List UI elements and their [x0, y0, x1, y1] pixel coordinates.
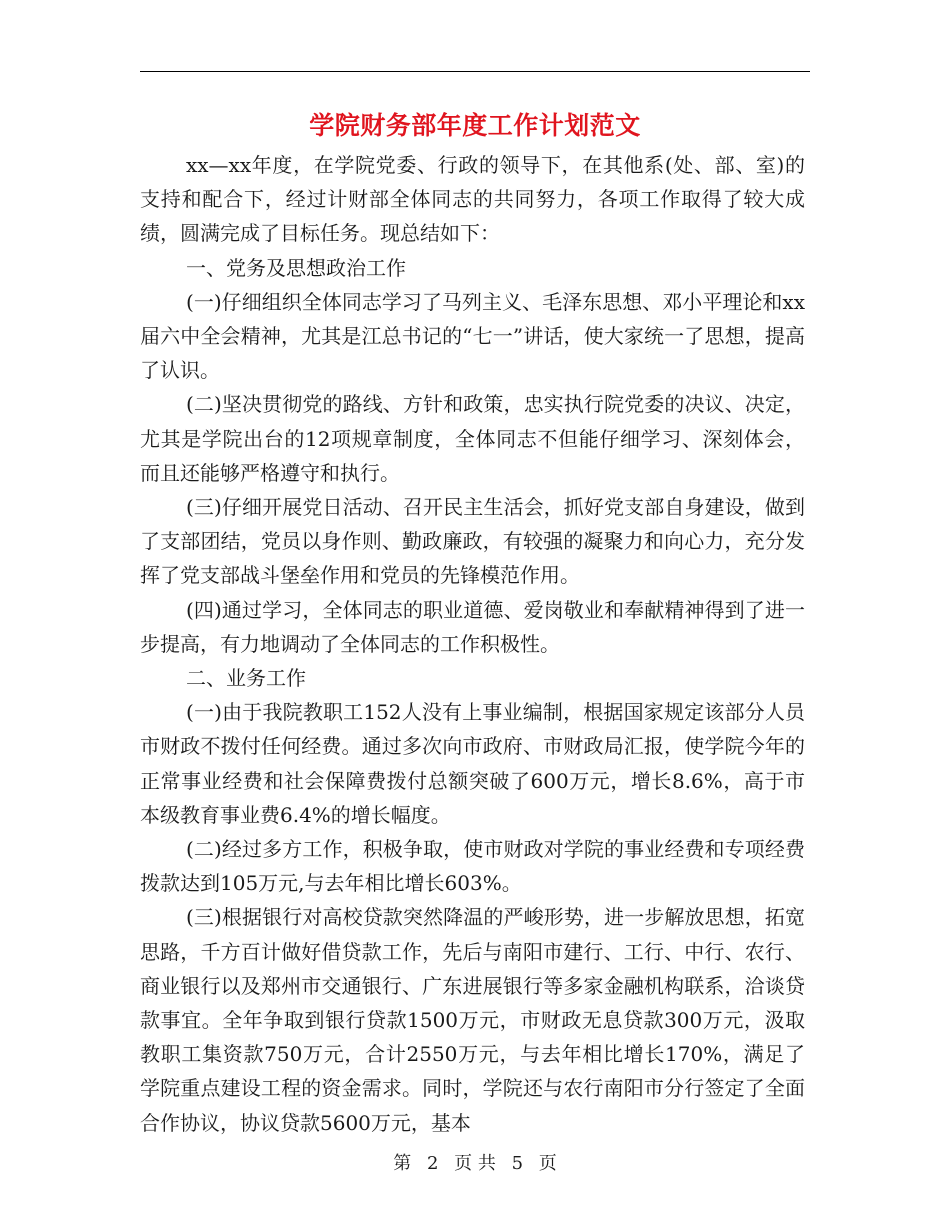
total-pages-number: 5	[511, 1153, 524, 1174]
footer-middle: 页 共	[454, 1153, 496, 1174]
paragraph-party-4: (四)通过学习，全体同志的职业道德、爱岗敬业和奉献精神得到了进一步提高，有力地调动了全体同志的工作积极性。	[140, 597, 805, 656]
document-body	[140, 148, 805, 1140]
paragraph-business-3: (三)根据银行对高校贷款突然降温的严峻形势，进一步解放思想，拓宽思路，千方百计做好借贷款工作，先后与南阳市建行、工行、中行、农行、商业银行以及郑州市交通银行、广东进展银行等多家金融机构联系，洽谈贷款事宜。全年争取到银行贷款1500万元，市财政无息贷款300万元，汲取教职工集资款750万元，合计2550万元，与去年相比增长170%，满足了学院重点建设工程的资金需求。同时，学院还与农行南阳市分行签定了全面合作协议，协议贷款5600万元，基本	[140, 905, 805, 1135]
paragraph-party-2: (二)坚决贯彻党的路线、方针和政策，忠实执行院党委的决议、决定，尤其是学院出台的12项规章制度，全体同志不但能仔细学习、深刻体会，而且还能够严格遵守和执行。	[140, 392, 805, 485]
current-page-number: 2	[426, 1153, 439, 1174]
section-heading-party-work: 一、党务及思想政治工作	[186, 255, 406, 280]
paragraph-business-1: (一)由于我院教职工152人没有上事业编制，根据国家规定该部分人员市财政不拨付任何经费。通过多次向市政府、市财政局汇报，使学院今年的正常事业经费和社会保障费拨付总额突破了600万元，增长8.6%，高于市本级教育事业费6.4%的增长幅度。	[140, 700, 805, 827]
document-title: 学院财务部年度工作计划范文	[309, 111, 641, 140]
header-rule	[140, 71, 810, 72]
page-footer	[0, 1152, 950, 1176]
section-heading-business-work: 二、业务工作	[186, 666, 306, 691]
paragraph-intro: xx—xx年度，在学院党委、行政的领导下，在其他系(处、部、室)的支持和配合下，经过计财部全体同志的共同努力，各项工作取得了较大成绩，圆满完成了目标任务。现总结如下：	[140, 153, 805, 246]
footer-suffix: 页	[538, 1153, 557, 1174]
paragraph-party-3: (三)仔细开展党日活动、召开民主生活会，抓好党支部自身建设，做到了支部团结，党员以身作则、勤政廉政，有较强的凝聚力和向心力，充分发挥了党支部战斗堡垒作用和党员的先锋模范作用。	[140, 495, 805, 588]
footer-prefix: 第	[393, 1153, 412, 1174]
paragraph-business-2: (二)经过多方工作，积极争取，使市财政对学院的事业经费和专项经费拨款达到105万元,与去年相比增长603%。	[140, 837, 805, 896]
paragraph-party-1: (一)仔细组织全体同志学习了马列主义、毛泽东思想、邓小平理论和xx届六中全会精神，尤其是江总书记的“七一”讲话，使大家统一了思想，提高了认识。	[140, 289, 805, 383]
